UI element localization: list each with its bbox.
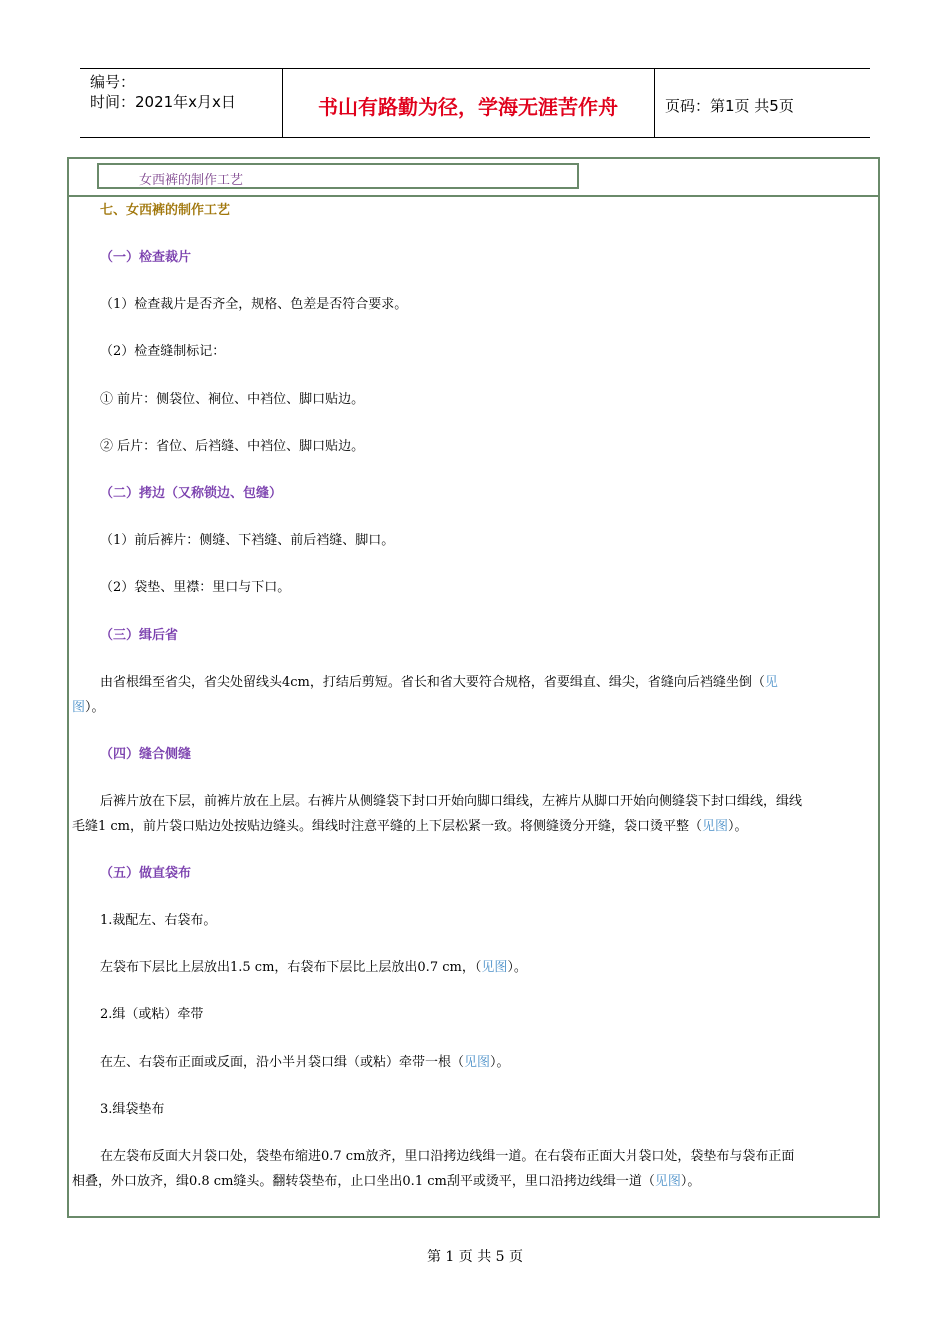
paragraph-text: ）。 bbox=[85, 700, 105, 715]
subsection-title-4: （四）缝合侧缝 bbox=[100, 747, 192, 762]
paragraph-text: 左袋布下层比上层放出1.5 cm，右袋布下层比上层放出0.7 cm，（ bbox=[100, 960, 482, 975]
paragraph bbox=[100, 670, 850, 696]
paragraph: 在左袋布反面大爿袋口处，袋垫布缩进0.7 cm放齐，里口沿拷边线缉一道。在右袋布正面大爿袋口处，袋垫布与袋布正面 bbox=[100, 1149, 795, 1164]
paragraph: （1）前后裤片：侧缝、下裆缝、前后裆缝、脚口。 bbox=[100, 533, 395, 548]
see-figure-link[interactable]: 见 bbox=[764, 675, 778, 690]
page-footer: 第 1 页 共 5 页 bbox=[426, 1249, 524, 1265]
paragraph: 后裤片放在下层，前裤片放在上层。右裤片从侧缝袋下封口开始向脚口缉线，左裤片从脚口开始向侧缝袋下封口缉线，缉线 bbox=[100, 794, 803, 809]
title-box bbox=[97, 163, 579, 189]
paragraph-text: 毛缝1 cm，前片袋口贴边处按贴边缝头。缉线时注意平缝的上下层松紧一致。将侧缝烫分开缝，袋口烫平整（ bbox=[72, 819, 703, 834]
section-title: 七、女西裤的制作工艺 bbox=[100, 203, 231, 218]
page-header bbox=[80, 68, 870, 138]
paragraph bbox=[100, 1050, 510, 1076]
see-figure-link[interactable]: 见图 bbox=[702, 819, 729, 834]
subsection-title-5: （五）做直袋布 bbox=[100, 866, 192, 881]
paragraph-text: ）。 bbox=[680, 1174, 701, 1189]
paragraph: ② 后片：省位、后裆缝、中裆位、脚口贴边。 bbox=[100, 439, 365, 454]
box-title: 女西裤的制作工艺 bbox=[139, 173, 244, 188]
header-motto-cell bbox=[282, 69, 655, 137]
subsection-title-3: （三）缉后省 bbox=[100, 628, 179, 643]
paragraph-text: 由省根缉至省尖，省尖处留线头4cm，打结后剪短。省长和省大要符合规格，省要缉直、缉尖，省缝向后裆缝坐倒（ bbox=[100, 675, 765, 690]
see-figure-link[interactable]: 见图 bbox=[481, 960, 508, 975]
paragraph: 3.缉袋垫布 bbox=[100, 1102, 165, 1117]
subsection-title-2: （二）拷边（又称锁边、包缝） bbox=[100, 486, 283, 501]
paragraph-text: ）。 bbox=[490, 1055, 510, 1070]
paragraph bbox=[100, 955, 527, 981]
paragraph: ① 前片：侧袋位、裥位、中裆位、脚口贴边。 bbox=[100, 392, 365, 407]
doc-time-label: 时间：2021年x月x日 bbox=[90, 93, 236, 111]
see-figure-link[interactable]: 见图 bbox=[654, 1174, 681, 1189]
paragraph: （2）检查缝制标记： bbox=[100, 344, 226, 359]
paragraph bbox=[72, 814, 748, 840]
see-figure-link[interactable]: 图 bbox=[72, 700, 86, 715]
motto-text: 书山有路勤为径，学海无涯苦作舟 bbox=[318, 95, 618, 119]
subsection-title-1: （一）检查裁片 bbox=[100, 250, 192, 265]
header-page-cell bbox=[655, 69, 870, 137]
paragraph-text: ）。 bbox=[728, 819, 748, 834]
see-figure-link[interactable]: 见图 bbox=[464, 1055, 491, 1070]
page-code: 页码：第1页 共5页 bbox=[665, 97, 794, 115]
paragraph bbox=[72, 695, 105, 721]
header-left-cell bbox=[80, 69, 283, 137]
doc-number-label: 编号： bbox=[90, 73, 136, 91]
paragraph: 2.缉（或粘）牵带 bbox=[100, 1007, 204, 1022]
paragraph-text: ）。 bbox=[507, 960, 527, 975]
paragraph: 1.裁配左、右袋布。 bbox=[100, 913, 217, 928]
paragraph: （1）检查裁片是否齐全，规格、色差是否符合要求。 bbox=[100, 297, 408, 312]
paragraph bbox=[72, 1169, 700, 1195]
paragraph-text: 在左、右袋布正面或反面，沿小半爿袋口缉（或粘）牵带一根（ bbox=[100, 1055, 465, 1070]
paragraph-text: 相叠，外口放齐，缉0.8 cm缝头。翻转袋垫布，止口坐出0.1 cm刮平或烫平，里口沿拷边线缉一道（ bbox=[72, 1174, 655, 1189]
frame-divider bbox=[69, 195, 878, 197]
paragraph: （2）袋垫、里襟：里口与下口。 bbox=[100, 580, 291, 595]
